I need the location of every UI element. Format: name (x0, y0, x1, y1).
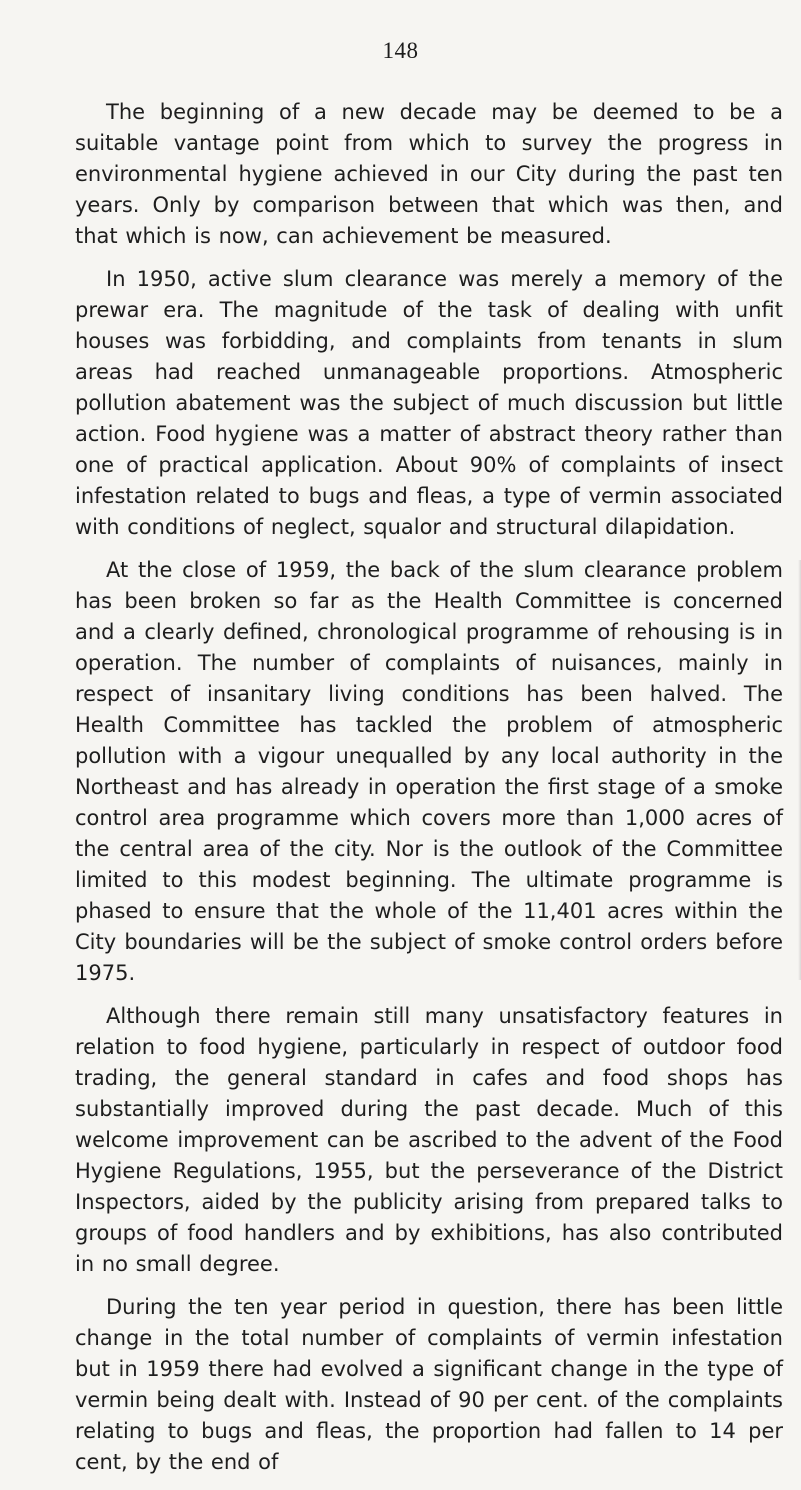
body-text (75, 97, 783, 1490)
paragraph-1950-conditions: In 1950, active slum clearance was merely a memory of the prewar era. The magnitude of the task of dealing with unfit houses was forbidding, and complaints from tenants in slum areas had reached unmanageable proportions. Atmospheric pollution abatement was the subject of much discussion but little action. Food hygiene was a matter of abstract theory rather than one of practical application. About 90% of complaints of insect infestation related to bugs and fleas, a type of vermin associated with conditions of neglect, squalor and structural dilapidation. (75, 267, 783, 539)
paragraph-decade-intro: The beginning of a new decade may be deemed to be a suitable vantage point from which to survey the progress in environmental hygiene achieved in our City during the past ten years. Only by comparison between that which was then, and that which is now, can achievement be measured. (75, 100, 783, 248)
paragraph-vermin-infestation: During the ten year period in question, there has been little change in the total number of complaints of vermin infestation but in 1959 there had evolved a significant change in the type of vermin being dealt with. Instead of 90 per cent. of the complaints relating to bugs and fleas, the proportion had fallen to 14 per cent, by the end of (75, 1295, 783, 1474)
paragraph-1959-progress: At the close of 1959, the back of the slum clearance problem has been broken so far as the Health Committee is concerned and a clearly defined, chronological programme of rehousing is in operation. The number of complaints of nuisances, mainly in respect of insanitary living conditions has been halved. The Health Committee has tackled the problem of atmospheric pollution with a vigour unequalled by any local authority in the Northeast and has already in operation the first stage of a smoke control area programme which covers more than 1,000 acres of the central area of the city. Nor is the outlook of the Committee limited to this modest beginning. The ultimate programme is phased to ensure that the whole of the 11,401 acres within the City boundaries will be the subject of smoke control orders before 1975. (75, 558, 783, 985)
paragraph-food-hygiene: Although there remain still many unsatisfactory features in relation to food hygiene, particularly in respect of outdoor food trading, the general standard in cafes and food shops has substantially improved during the past decade. Much of this welcome improvement can be ascribed to the advent of the Food Hygiene Regulations, 1955, but the perseverance of the District Inspectors, aided by the publicity arising from prepared talks to groups of food handlers and by exhibitions, has also contributed in no small degree. (75, 1004, 783, 1276)
page-number: 148 (382, 38, 419, 63)
